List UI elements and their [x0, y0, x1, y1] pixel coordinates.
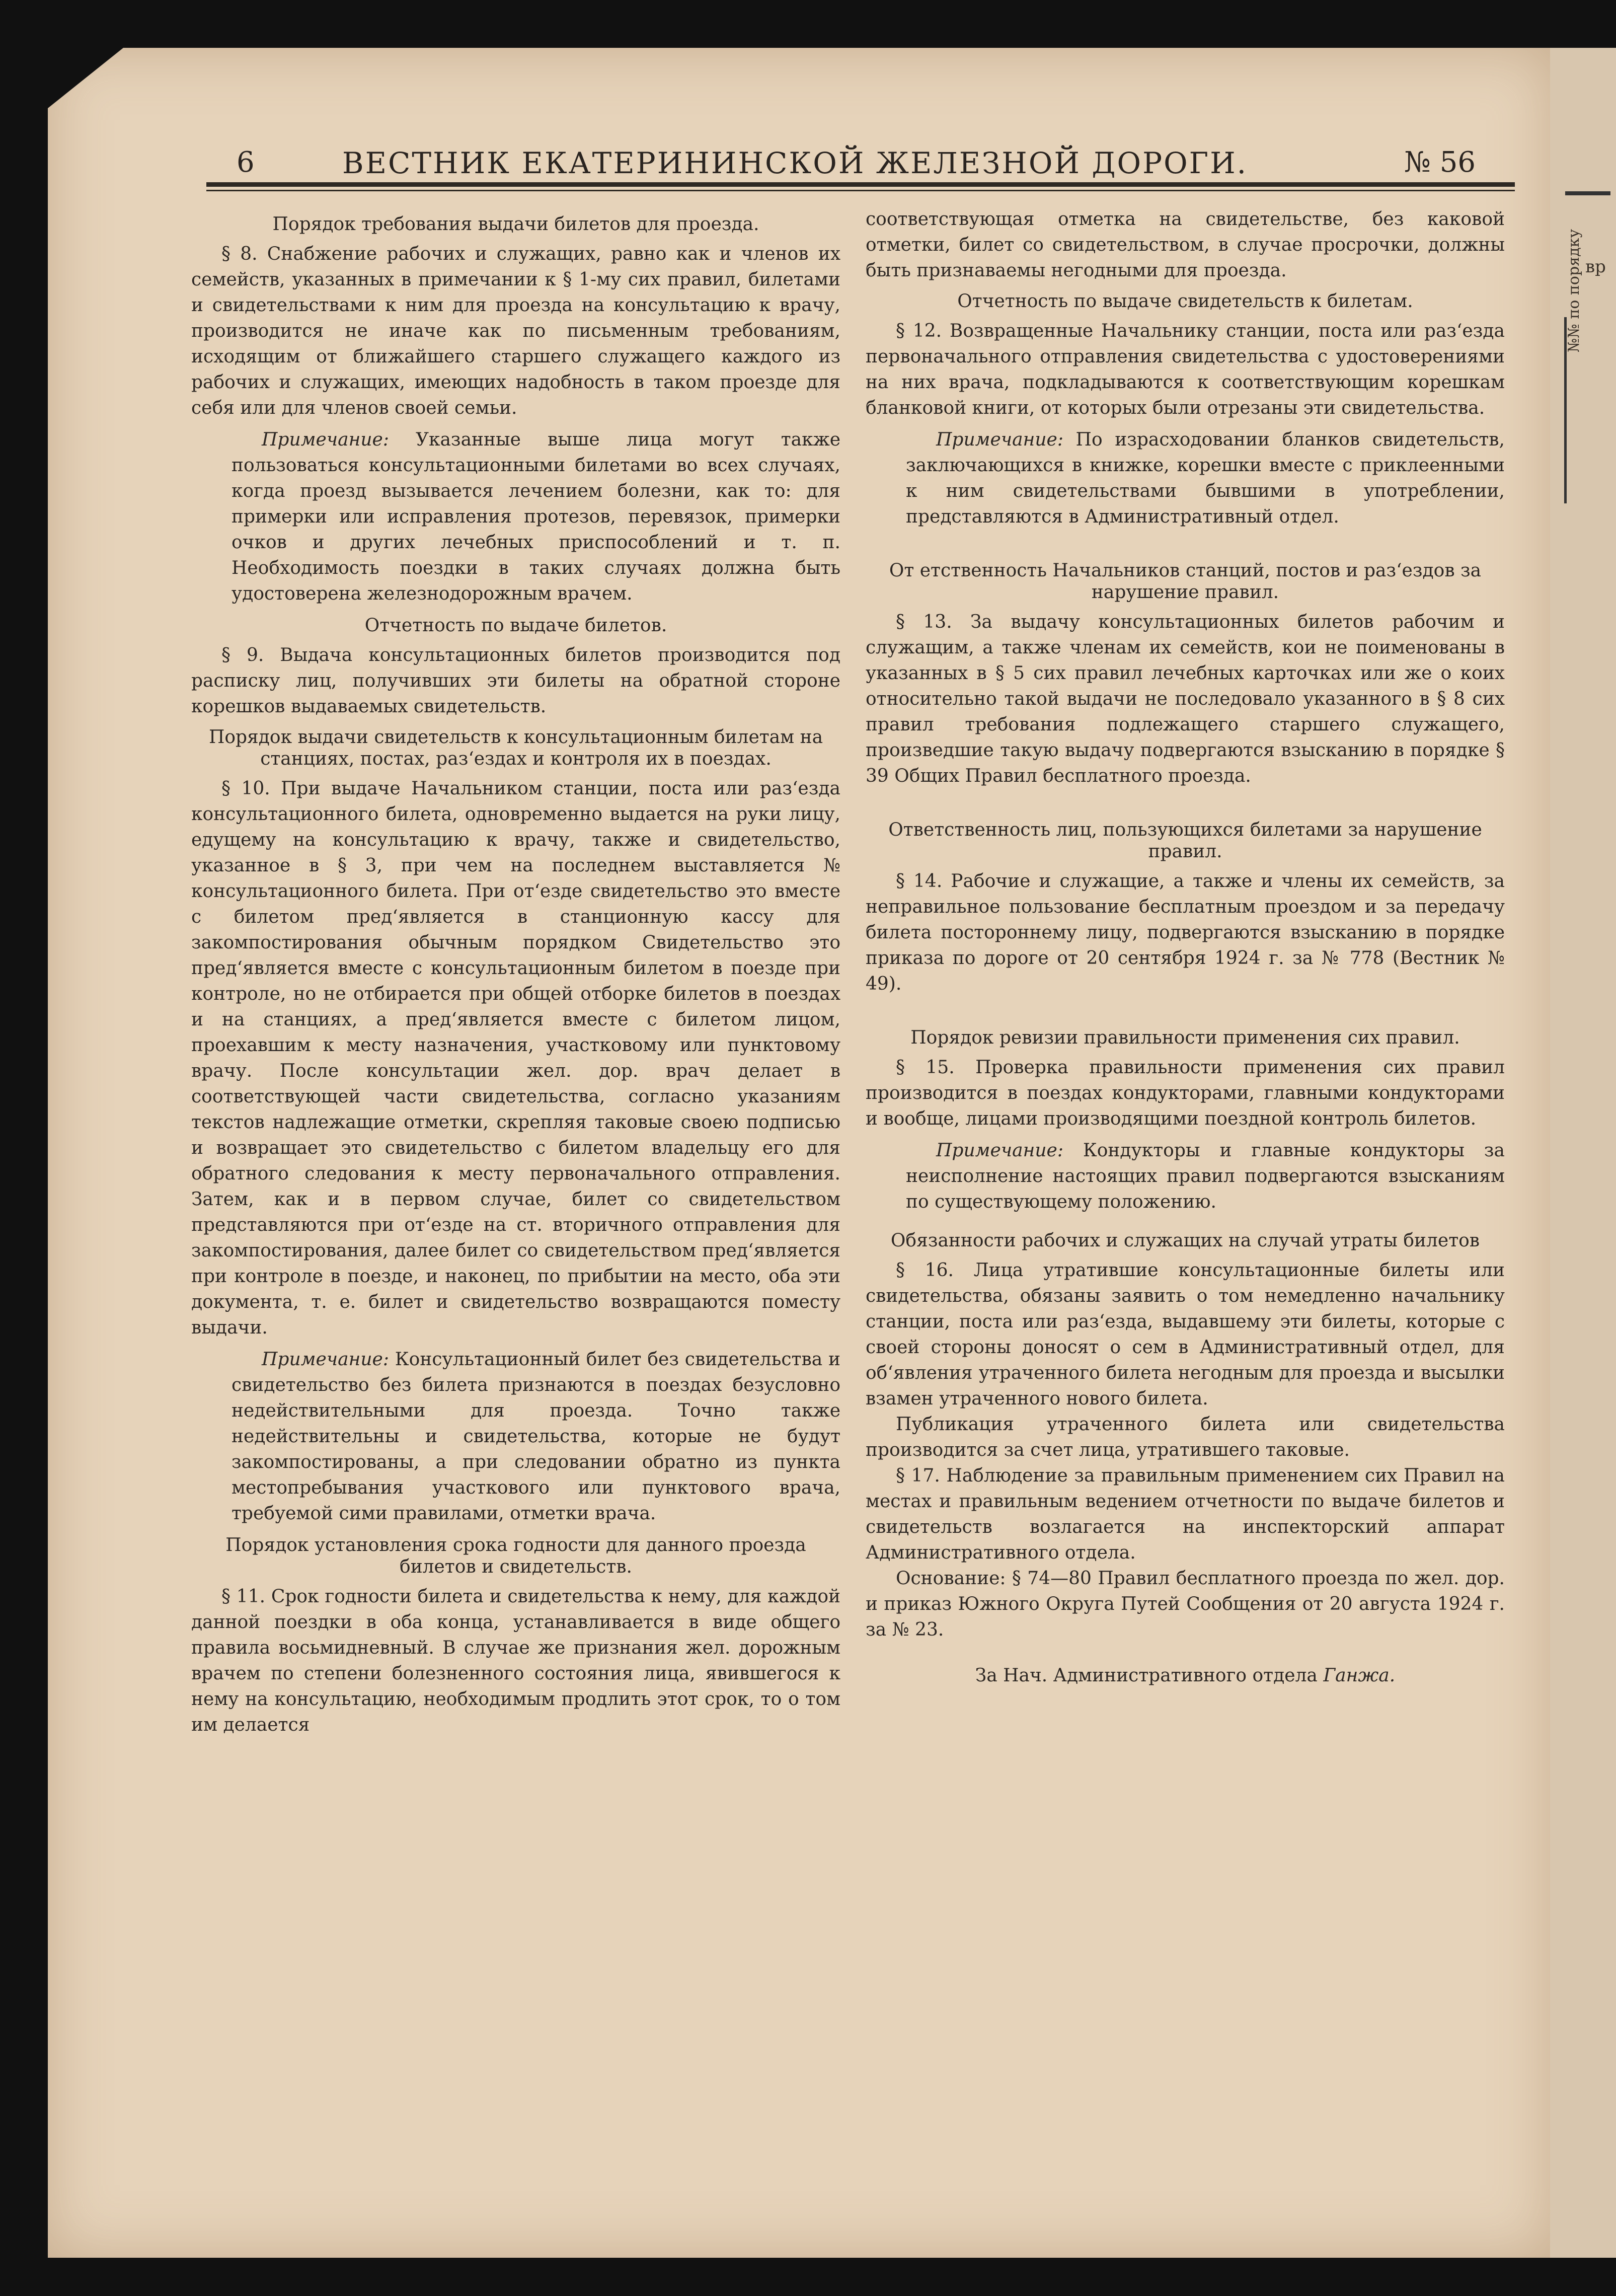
note-label: Примечание:	[262, 429, 389, 450]
paragraph-13: § 13. За выдачу консультационных билетов рабочим и служащим, а также членам их семейств, кои не поименованы в указанных в § 5 сих правил лечебных карточках или же о коих относительно такой выдачи не последовало указанного в § 8 сих правил требования подлежащего старшего служащего, произведшие такую выдачу подвергаются взысканию в порядке § 39 Общих Правил бесплатного проезда.	[866, 612, 1505, 786]
note	[906, 427, 1505, 530]
paragraph-12: § 12. Возвращенные Начальнику станции, поста или раз‘езда первоначального отправления свидетельства с удостоверениями на них врача, подкладываются к соответствующим корешкам бланковой книги, от которых были отрезаны эти свидетельства.	[866, 321, 1505, 418]
section-heading: Обязанности рабочих и служащих на случай утраты билетов	[890, 1230, 1480, 1251]
note	[906, 1138, 1505, 1215]
paragraph-15: § 15. Проверка правильности применения сих правил производится в поездах кондукторами, главными кондукторами и вообще, лицами производящими поездной контроль билетов.	[866, 1057, 1505, 1129]
paragraph-11: § 11. Срок годности билета и свидетельства к нему, для каждой данной поездки в оба конца, устанавливается в виде общего правила восьмидневный. В случае же признания жел. дорожным врачем по степени болезненного состояния лица, явившегося к нему на консультацию, необходимым продлить этот срок, то о том им делается	[191, 1586, 840, 1735]
note-text: Кондукторы и главные кондукторы за неисполнение настоящих правил подвергаются взысканиям по существующему положению.	[906, 1140, 1505, 1212]
note-text: Консультационный билет без свидетельства и свидетельство без билета признаются в поездах безусловно недействительными для проезда. Точно также недействительны и свидетельства, которые не будут закомпостированы, а при следовании обратно из пункта местопребывания участкового или пунктового врача, требуемой сими правилами, отметки врача.	[232, 1349, 840, 1524]
note-text: Указанные выше лица могут также пользоваться консультационными билетами во всех случаях, когда проезд вызывается лечением болезни, как то: для примерки или исправления протезов, перевязок, примерки очков и других лечебных приспособлений и т. п. Необходимость поездки в таких случаях должна быть удостоверена железнодорожным врачем.	[232, 429, 840, 604]
signature-prefix: За Нач. Административного отдела	[975, 1665, 1324, 1686]
header-rule-thin	[206, 190, 1515, 191]
issue-number: № 56	[1404, 146, 1476, 179]
section-heading: Порядок выдачи свидетельств к консультационным билетам на станциях, постах, раз‘ездах и контроля их в поездах.	[208, 727, 823, 769]
note-label: Примечание:	[936, 429, 1063, 450]
paragraph-10: § 10. При выдаче Начальником станции, поста или раз‘езда консультационного билета, одновременно выдается на руки лицу, едущему на консультацию к врачу, также и свидетельство, указанное в § 3, при чем на последнем выставляется № консультационного билета. При от‘езде свидетельство это вместе с билетом пред‘является в станционную кассу для закомпостирования обычным порядком Свидетельство это пред‘является вместе с консультационным билетом в поезде при контроле, но не отбирается при общей отборке билетов в поездах и на станциях, а пред‘является вместе с билетом лицом, проехавшим к месту назначения, участковому или пунктовому врачу. После консультации жел. дор. врач делает в соответствующей части свидетельства, согласно указаниям текстов надлежащие отметки, скрепляя таковые своею подписью и возвращает это свидетельство с билетом владельцу его для обратного следования к месту первоначального отправления. Затем, как и в первом случае, билет со свидетельством представляются при от‘езде на ст. вторичного отправления для закомпостирования, далее билет со свидетельством пред‘является при контроле в поезде, и наконец, по прибытии на место, оба эти документа, т. е. билет и свидетельство возвращаются поместу выдачи.	[191, 778, 840, 1338]
adjacent-page-rule	[1565, 191, 1610, 195]
adjacent-page-edge	[1550, 48, 1616, 2258]
page-number: 6	[237, 146, 255, 179]
section-heading: От етственность Начальников станций, постов и раз‘ездов за нарушение правил.	[889, 560, 1482, 603]
section-heading: Порядок требования выдачи билетов для проезда.	[272, 214, 759, 235]
signatory-name: Ганжа.	[1323, 1665, 1396, 1686]
left-column	[191, 206, 840, 1738]
basis-reference: Основание: § 74—80 Правил бесплатного проезда по жел. дор. и приказ Южного Округа Путей Сообщения от 20 августа 1924 г. за № 23.	[866, 1568, 1505, 1640]
adjacent-page-label: №№ по порядку	[1565, 229, 1583, 352]
publication-title: ВЕСТНИК ЕКАТЕРИНИНСКОЙ ЖЕЛЕЗНОЙ ДОРОГИ.	[342, 146, 1248, 180]
signature-line	[866, 1663, 1505, 1688]
paragraph-16: § 16. Лица утратившие консультационные билеты или свидетельства, обязаны заявить о том немедленно начальнику станции, поста или раз‘езда, выдавшему эти билеты, которые с своей стороны доносят о сем в Административный отдел, для об‘явления утраченного билета негодным для проезда и высылки взамен утраченного нового билета.	[866, 1260, 1505, 1409]
adjacent-page-text: вр	[1585, 257, 1606, 277]
section-heading: Ответственность лиц, пользующихся билетами за нарушение правил.	[888, 820, 1482, 862]
note-text: По израсходовании бланков свидетельств, заключающихся в книжке, корешки вместе с приклеенными к ним свидетельствами бывшими в употреблении, представляются в Административный отдел.	[906, 429, 1505, 527]
paragraph-11-continued: соответствующая отметка на свидетельстве, без каковой отметки, билет со свидетельством, в случае просрочки, должны быть признаваемы негодными для проезда.	[866, 209, 1505, 281]
section-heading: Порядок ревизии правильности применения сих правил.	[910, 1027, 1460, 1048]
page-header	[201, 146, 1505, 186]
header-rule-thick	[206, 182, 1515, 187]
paragraph-17: § 17. Наблюдение за правильным применением сих Правил на местах и правильным ведением отчетности по выдаче билетов и свидетельств возлагается на инспекторский аппарат Административного отдела.	[866, 1465, 1505, 1563]
note	[232, 427, 840, 607]
paragraph-8: § 8. Снабжение рабочих и служащих, равно как и членов их семейств, указанных в примечании к § 1-му сих правил, билетами и свидетельствами к ним для проезда на консультацию к врачу, производится не иначе как по письменным требованиям, исходящим от ближайшего старшего служащего каждого из рабочих и служащих, имеющих надобность в таком проезде для себя или для членов своей семьи.	[191, 244, 840, 418]
note-label: Примечание:	[262, 1349, 389, 1370]
note-label: Примечание:	[936, 1140, 1063, 1161]
right-column	[866, 206, 1505, 1688]
section-heading: Порядок установления срока годности для данного проезда билетов и свидетельств.	[225, 1535, 806, 1577]
paragraph-9: § 9. Выдача консультационных билетов производится под расписку лиц, получивших эти билеты на обратной стороне корешков выдаваемых свидетельств.	[191, 645, 840, 717]
section-heading: Отчетность по выдаче свидетельств к билетам.	[957, 291, 1413, 312]
note	[232, 1347, 840, 1526]
paragraph-14: § 14. Рабочие и служащие, а также и члены их семейств, за неправильное пользование бесплатным проездом и за передачу билета постороннему лицу, подвергаются взысканию в порядке приказа по дороге от 20 сентября 1924 г. за № 778 (Вестник № 49).	[866, 871, 1505, 994]
paragraph-16b: Публикация утраченного билета или свидетельства производится за счет лица, утратившего таковые.	[866, 1414, 1505, 1460]
section-heading: Отчетность по выдаче билетов.	[364, 615, 667, 636]
